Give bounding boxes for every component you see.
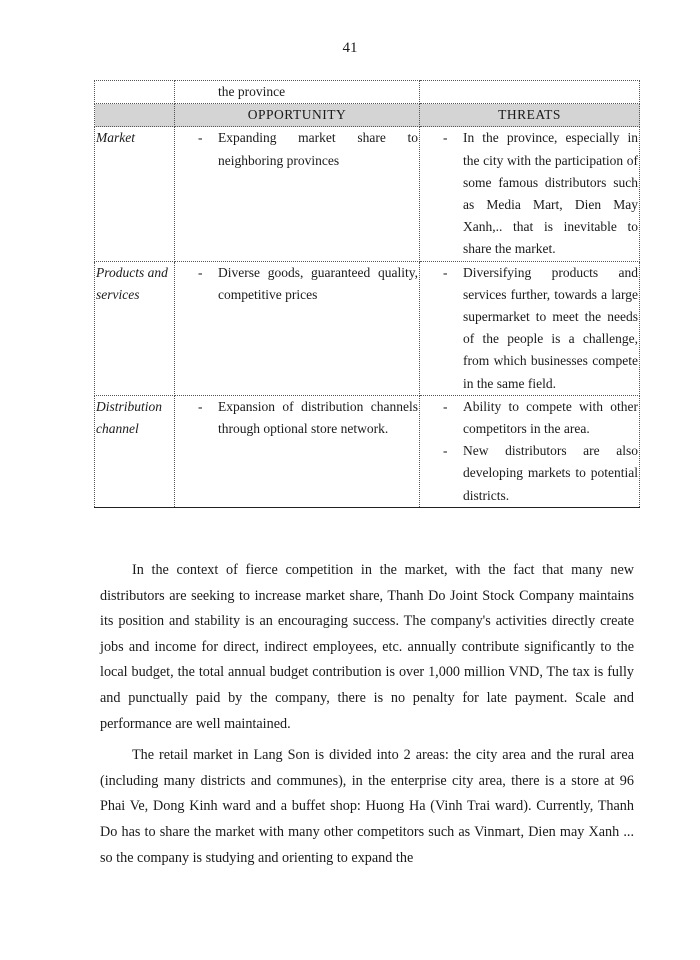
threat-item: - In the province, especially in the city with the participation of some famous distributors such as Media Mart, Dien May Xanh,.. that is inevitable to share the market. bbox=[420, 127, 639, 260]
opportunity-item: - Diverse goods, guaranteed quality, competitive prices bbox=[175, 262, 419, 306]
factor-products: Products and services bbox=[95, 261, 175, 395]
threat-item: - Ability to compete with other competitors in the area. bbox=[420, 396, 639, 440]
table-row bbox=[95, 127, 640, 261]
continued-text: the province bbox=[175, 81, 420, 104]
threat-item: - Diversifying products and services further, towards a large supermarket to meet the needs of the people is a challenge, from which businesses compete in the same field. bbox=[420, 262, 639, 395]
header-cell-empty bbox=[95, 104, 175, 127]
factor-market: Market bbox=[95, 127, 175, 261]
table-row bbox=[95, 261, 640, 395]
table-header-row bbox=[95, 104, 640, 127]
table-cell-empty bbox=[420, 81, 640, 104]
table-row bbox=[95, 395, 640, 507]
header-opportunity: OPPORTUNITY bbox=[175, 104, 420, 127]
threat-cell bbox=[420, 395, 640, 507]
header-threats: THREATS bbox=[420, 104, 640, 127]
threat-cell bbox=[420, 261, 640, 395]
table-cell-empty bbox=[95, 81, 175, 104]
paragraph: In the context of fierce competition in the market, with the fact that many new distributors are seeking to increase market share, Thanh Do Joint Stock Company maintains its position and stability is an encouraging success. The company's activities directly create jobs and income for direct, indirect employees, etc. annually contribute significantly to the local budget, the total annual budget contribution is over 1,000 million VND, The tax is fully and punctually paid by the company, there is no penalty for late payment. Scale and performance are well maintained. bbox=[100, 562, 634, 732]
body-text bbox=[100, 558, 634, 877]
table-continuation-row bbox=[95, 81, 640, 104]
opportunity-item: - Expansion of distribution channels through optional store network. bbox=[175, 396, 419, 440]
paragraph: The retail market in Lang Son is divided into 2 areas: the city area and the rural area (including many districts and communes), in the enterprise city area, there is a store at 96 Phai Ve, Dong Kinh ward and a buffet shop: Huong Ha (Vinh Trai ward). Currently, Thanh Do has to share the market with many other competitors such as Vinmart, Dien may Xanh ... so the company is studying and orienting to expand the bbox=[100, 747, 634, 866]
opportunity-cell bbox=[175, 127, 420, 261]
factor-distribution: Distribution channel bbox=[95, 395, 175, 507]
threat-item: - New distributors are also developing markets to potential districts. bbox=[420, 440, 639, 507]
page-number: 41 bbox=[342, 40, 358, 56]
threat-cell bbox=[420, 127, 640, 261]
opportunity-cell bbox=[175, 261, 420, 395]
opportunity-item: - Expanding market share to neighboring provinces bbox=[175, 127, 419, 171]
swot-table bbox=[94, 80, 640, 508]
opportunity-cell bbox=[175, 395, 420, 507]
